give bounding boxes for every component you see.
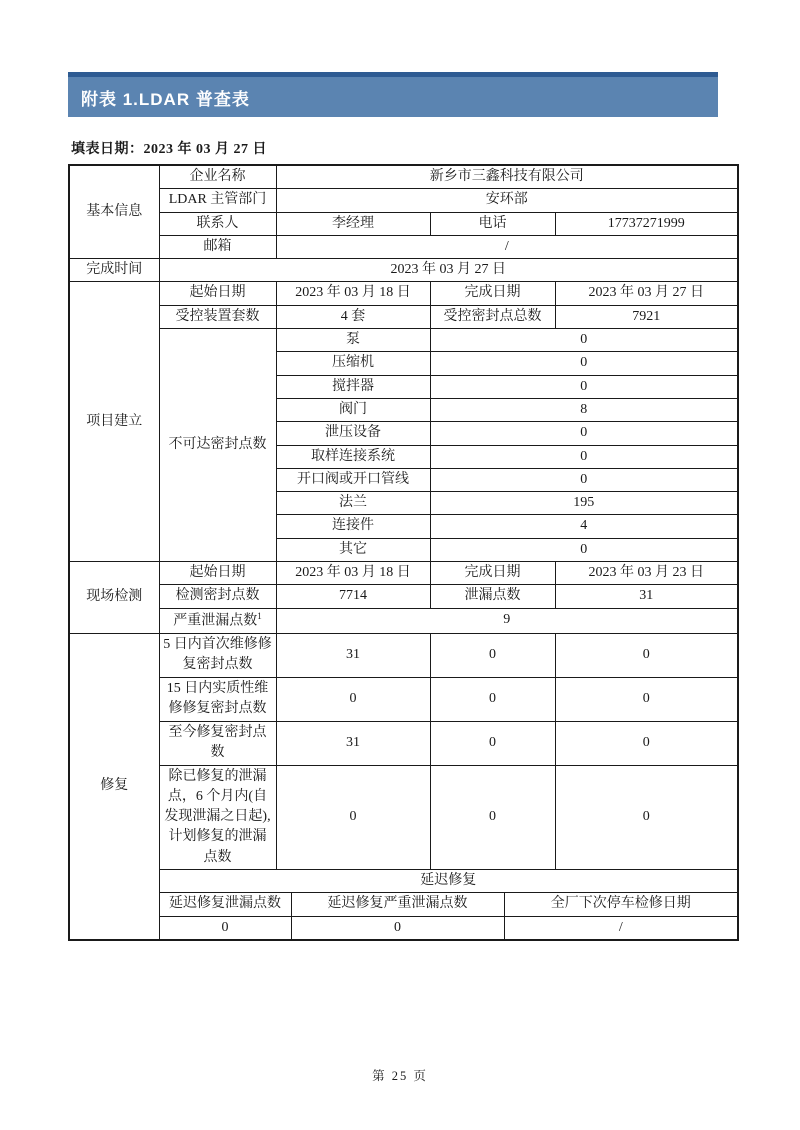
device-name: 泄压设备 bbox=[276, 422, 430, 445]
tested-points-label: 检测密封点数 bbox=[159, 585, 276, 608]
detection-start-value: 2023 年 03 月 18 日 bbox=[276, 562, 430, 585]
repair-row-label: 15 日内实质性维修修复密封点数 bbox=[159, 677, 276, 721]
table-row bbox=[69, 870, 738, 893]
email-label: 邮箱 bbox=[159, 235, 276, 258]
device-value: 0 bbox=[430, 445, 738, 468]
phone-label: 电话 bbox=[430, 212, 555, 235]
device-name: 其它 bbox=[276, 538, 430, 561]
repair-row-label: 至今修复密封点数 bbox=[159, 721, 276, 765]
page-number: 第 25 页 bbox=[372, 1069, 428, 1083]
device-name: 泵 bbox=[276, 329, 430, 352]
repair-row-value: 0 bbox=[430, 677, 555, 721]
table-row bbox=[69, 282, 738, 305]
table-row bbox=[69, 189, 738, 212]
repair-row-value: 0 bbox=[276, 765, 430, 869]
device-value: 0 bbox=[430, 468, 738, 491]
section-field-detection: 现场检测 bbox=[69, 562, 159, 634]
device-name: 阀门 bbox=[276, 398, 430, 421]
repair-row-value: 0 bbox=[555, 765, 738, 869]
device-value: 0 bbox=[430, 538, 738, 561]
email-value: / bbox=[276, 235, 738, 258]
delayed-leaks-label: 延迟修复泄漏点数 bbox=[159, 893, 291, 916]
device-name: 开口阀或开口管线 bbox=[276, 468, 430, 491]
document-title: 附表 1.LDAR 普查表 bbox=[81, 90, 250, 109]
severe-leak-value: 9 bbox=[276, 608, 738, 633]
controlled-units-value: 4 套 bbox=[276, 305, 430, 328]
delayed-leaks-value: 0 bbox=[159, 916, 291, 940]
table-row bbox=[69, 235, 738, 258]
table-row bbox=[69, 305, 738, 328]
controlled-points-value: 7921 bbox=[555, 305, 738, 328]
document-title-bar bbox=[68, 72, 718, 117]
ldar-survey-table bbox=[68, 164, 739, 941]
ldar-dept-label: LDAR 主管部门 bbox=[159, 189, 276, 212]
fill-date-line: 填表日期：2023 年 03 月 27 日 bbox=[71, 142, 267, 157]
device-value: 0 bbox=[430, 352, 738, 375]
repair-row-value: 0 bbox=[430, 765, 555, 869]
device-value: 8 bbox=[430, 398, 738, 421]
table-row bbox=[69, 562, 738, 585]
project-end-value: 2023 年 03 月 27 日 bbox=[555, 282, 738, 305]
leak-points-value: 31 bbox=[555, 585, 738, 608]
repair-row-label: 除已修复的泄漏点，6 个月内(自发现泄漏之日起),计划修复的泄漏点数 bbox=[159, 765, 276, 869]
device-name: 法兰 bbox=[276, 492, 430, 515]
delayed-severe-leaks-label: 延迟修复严重泄漏点数 bbox=[291, 893, 504, 916]
company-name-label: 企业名称 bbox=[159, 165, 276, 189]
repair-row-value: 0 bbox=[555, 721, 738, 765]
device-name: 连接件 bbox=[276, 515, 430, 538]
delayed-repair-header: 延迟修复 bbox=[159, 870, 738, 893]
ldar-dept-value: 安环部 bbox=[276, 189, 738, 212]
project-start-value: 2023 年 03 月 18 日 bbox=[276, 282, 430, 305]
repair-row-value: 31 bbox=[276, 633, 430, 677]
device-value: 0 bbox=[430, 329, 738, 352]
detection-end-label: 完成日期 bbox=[430, 562, 555, 585]
repair-row-value: 0 bbox=[430, 633, 555, 677]
next-shutdown-date-value: / bbox=[504, 916, 738, 940]
repair-row-value: 0 bbox=[276, 677, 430, 721]
project-start-label: 起始日期 bbox=[159, 282, 276, 305]
controlled-units-label: 受控装置套数 bbox=[159, 305, 276, 328]
severe-leak-label-text: 严重泄漏点数 bbox=[173, 613, 258, 629]
unreachable-row bbox=[69, 329, 738, 352]
device-value: 0 bbox=[430, 375, 738, 398]
detection-end-value: 2023 年 03 月 23 日 bbox=[555, 562, 738, 585]
section-repair: 修复 bbox=[69, 633, 159, 940]
table-row bbox=[69, 165, 738, 189]
section-basic-info: 基本信息 bbox=[69, 165, 159, 259]
leak-points-label: 泄漏点数 bbox=[430, 585, 555, 608]
device-value: 195 bbox=[430, 492, 738, 515]
repair-row bbox=[69, 633, 738, 677]
section-project-setup: 项目建立 bbox=[69, 282, 159, 562]
repair-row-value: 0 bbox=[555, 677, 738, 721]
repair-row-value: 31 bbox=[276, 721, 430, 765]
contact-value: 李经理 bbox=[276, 212, 430, 235]
unreachable-points-label: 不可达密封点数 bbox=[159, 329, 276, 562]
repair-row bbox=[69, 721, 738, 765]
project-end-label: 完成日期 bbox=[430, 282, 555, 305]
contact-label: 联系人 bbox=[159, 212, 276, 235]
severe-leak-label bbox=[159, 608, 276, 633]
repair-row bbox=[69, 765, 738, 869]
device-value: 0 bbox=[430, 422, 738, 445]
repair-row-value: 0 bbox=[555, 633, 738, 677]
device-name: 搅拌器 bbox=[276, 375, 430, 398]
repair-row bbox=[69, 677, 738, 721]
controlled-points-label: 受控密封点总数 bbox=[430, 305, 555, 328]
completion-date-value: 2023 年 03 月 27 日 bbox=[159, 259, 738, 282]
tested-points-value: 7714 bbox=[276, 585, 430, 608]
severe-leak-footnote-marker: 1 bbox=[257, 610, 262, 621]
repair-row-value: 0 bbox=[430, 721, 555, 765]
table-row bbox=[69, 585, 738, 608]
next-shutdown-date-label: 全厂下次停车检修日期 bbox=[504, 893, 738, 916]
device-value: 4 bbox=[430, 515, 738, 538]
table-row bbox=[69, 608, 738, 633]
detection-start-label: 起始日期 bbox=[159, 562, 276, 585]
table-row bbox=[69, 916, 738, 940]
table-row bbox=[69, 259, 738, 282]
repair-row-label: 5 日内首次维修修复密封点数 bbox=[159, 633, 276, 677]
delayed-severe-leaks-value: 0 bbox=[291, 916, 504, 940]
company-name-value: 新乡市三鑫科技有限公司 bbox=[276, 165, 738, 189]
section-completion-time: 完成时间 bbox=[69, 259, 159, 282]
device-name: 压缩机 bbox=[276, 352, 430, 375]
table-row bbox=[69, 893, 738, 916]
phone-value: 17737271999 bbox=[555, 212, 738, 235]
table-row bbox=[69, 212, 738, 235]
device-name: 取样连接系统 bbox=[276, 445, 430, 468]
